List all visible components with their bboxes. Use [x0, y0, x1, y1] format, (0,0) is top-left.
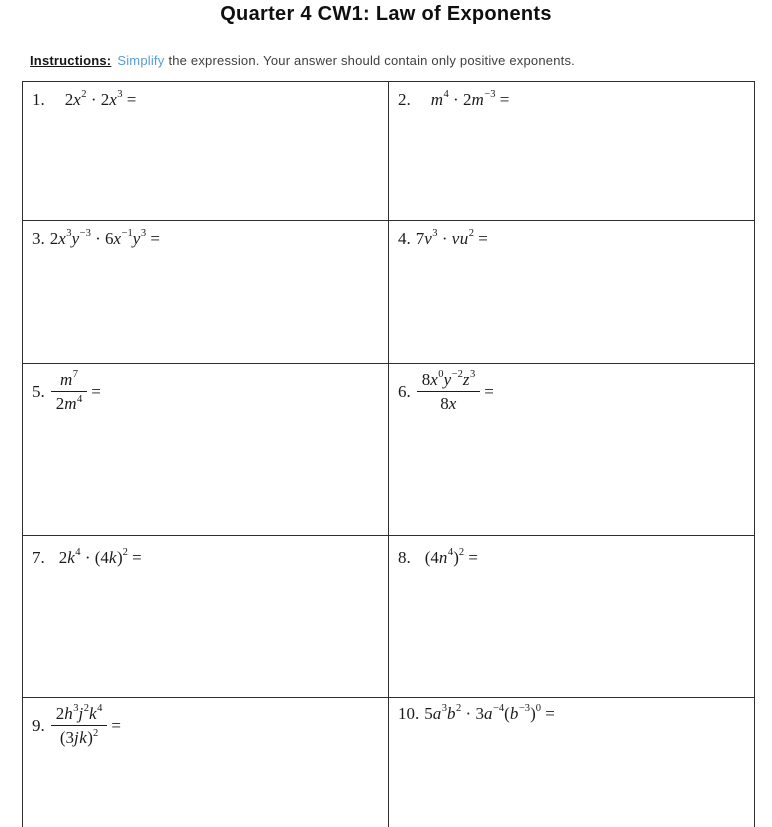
- instructions-highlight: Simplify: [117, 53, 165, 68]
- fraction-numerator: $m^7$: [51, 369, 88, 392]
- problem: [398, 547, 746, 568]
- math-expression: $m^4 \cdot 2m^{-3}$ =: [430, 89, 510, 109]
- problem-number: 9.: [32, 716, 45, 736]
- problem: [398, 89, 746, 110]
- problem-cell-8: [389, 536, 755, 698]
- fraction-expression: [51, 703, 108, 749]
- fraction-expression: [51, 369, 88, 415]
- problem-cell-6: [389, 364, 755, 536]
- fraction-denominator: $(3jk)^2$: [59, 727, 99, 748]
- problem-cell-10: [389, 698, 755, 827]
- problem-number: 3.: [32, 229, 45, 248]
- problem-number: 1.: [32, 90, 45, 109]
- problem-number: 6.: [398, 382, 411, 402]
- problem-number: 10.: [398, 704, 420, 723]
- equals-sign: =: [111, 716, 121, 736]
- instructions-line: [30, 53, 575, 68]
- math-expression: $2x^2 \cdot 2x^3$ =: [64, 89, 137, 109]
- problem: [32, 369, 380, 415]
- problem-cell-1: [23, 82, 389, 221]
- table-row: [23, 221, 755, 364]
- fraction-denominator: 8x: [440, 394, 457, 414]
- problems-table: [22, 81, 755, 827]
- problem: [32, 547, 380, 568]
- fraction-numerator: $2h^3j^2k^4$: [51, 703, 108, 726]
- problem: [398, 369, 746, 415]
- problem-cell-7: [23, 536, 389, 698]
- problem: [32, 89, 380, 110]
- fraction-numerator: $8x^0y^{-2}z^3$: [417, 369, 480, 392]
- table-row: [23, 364, 755, 536]
- problem-cell-3: [23, 221, 389, 364]
- fraction-denominator: $2m^4$: [55, 393, 83, 414]
- problem-number: 4.: [398, 229, 411, 248]
- problem-cell-5: [23, 364, 389, 536]
- table-row: [23, 536, 755, 698]
- problem-number: 7.: [32, 548, 45, 567]
- problem: [32, 228, 380, 249]
- math-expression: $5a^3b^2 \cdot 3a^{-4}(b^{-3})^0$ =: [424, 703, 555, 723]
- math-expression: $2k^4 \cdot (4k)^2$ =: [58, 547, 142, 567]
- math-expression: $7v^3 \cdot vu^2$ =: [415, 228, 488, 248]
- problem: [32, 703, 380, 749]
- problem: [398, 228, 746, 249]
- problem-number: 5.: [32, 382, 45, 402]
- problem-cell-9: [23, 698, 389, 827]
- equals-sign: =: [484, 382, 494, 402]
- problem-cell-2: [389, 82, 755, 221]
- problem: [398, 703, 746, 724]
- instructions-text: the expression. Your answer should contain only positive exponents.: [168, 53, 575, 68]
- math-expression: $(4n^4)^2$ =: [424, 547, 478, 567]
- problem-cell-4: [389, 221, 755, 364]
- problem-number: 2.: [398, 90, 411, 109]
- equals-sign: =: [91, 382, 101, 402]
- table-row: [23, 698, 755, 827]
- instructions-label: Instructions:: [30, 53, 112, 68]
- math-expression: $2x^3y^{-3} \cdot 6x^{-1}y^3$ =: [49, 228, 160, 248]
- problem-number: 8.: [398, 548, 411, 567]
- page-title: Quarter 4 CW1: Law of Exponents: [220, 3, 552, 25]
- fraction-expression: [417, 369, 480, 415]
- table-row: [23, 82, 755, 221]
